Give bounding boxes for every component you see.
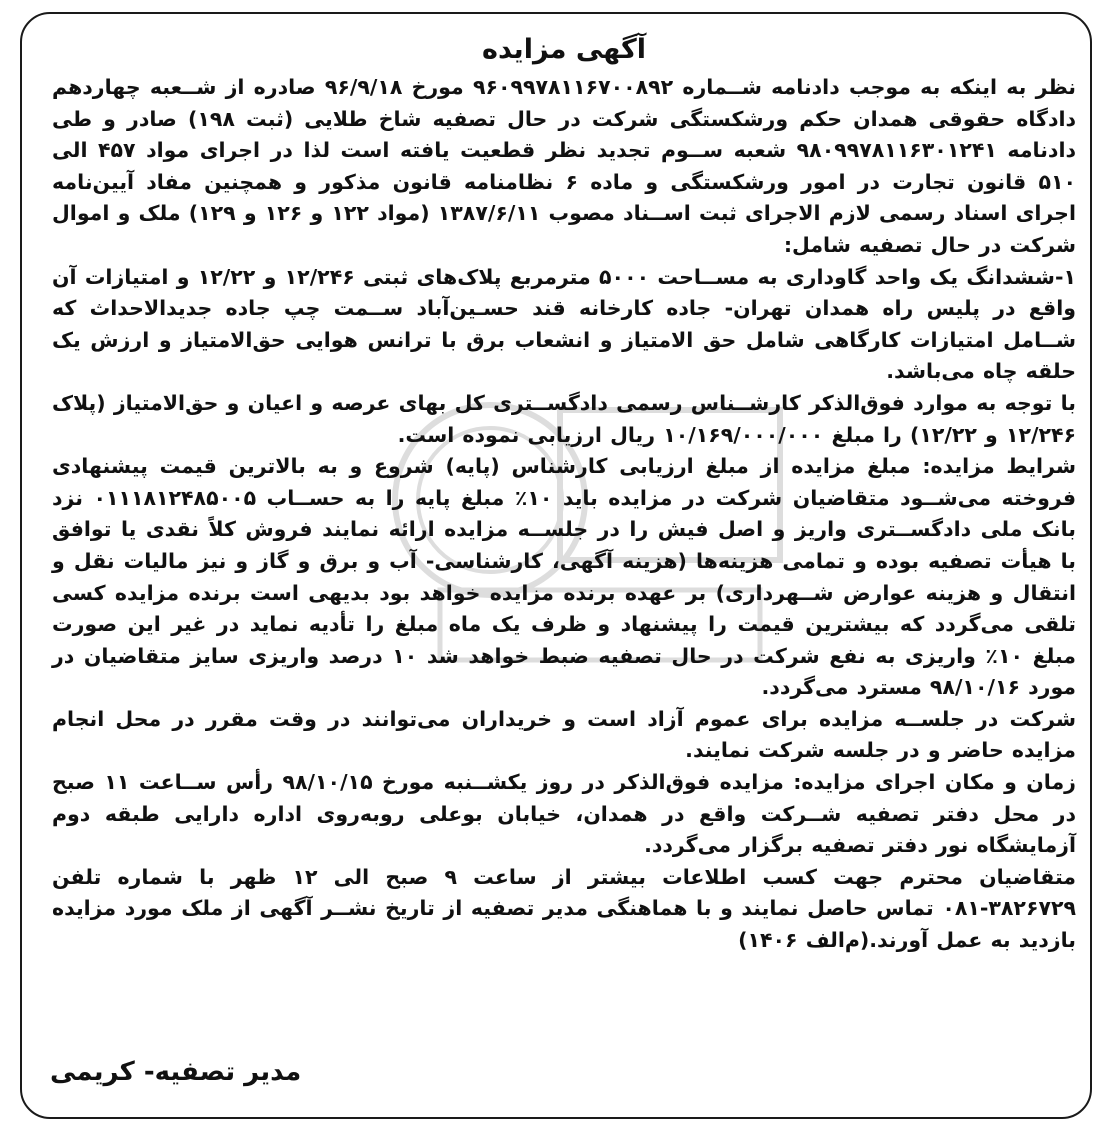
conditions-paragraph: شرایط مزایده: مبلغ مزایده از مبلغ ارزیابی کارشناس (پایه) شروع و به بالاترین قیمت پیشنهادی فروخته می‌شــود متقاضیان شرکت در مزایده باید ۱۰٪ مبلغ پایه را به حســاب ۰۱۱۱۸۱۲۴۸۵۰۰۵ نزد بانک ملی دادگســتری واریز و اصل فیش را در جلســه مزایده ارائه نمایند فروش کلاً نقدی یا توافق با هیأت تصفیه بوده و تمامی هزینه‌ها (هزینه آگهی، کارشناسی- آب و برق و گاز و نیز مالیات نقل و انتقال و هزینه عوارض شــهرداری) بر عهده برنده مزایده خواهد بود بدیهی است برنده مزایده کسی تلقی می‌گردد که بیشترین قیمت را پیشنهاد و ظرف یک ماه مبلغ را تأدیه نماید در غیر این صورت مبلغ ۱۰٪ واریزی به نفع شرکت در حال تصفیه ضبط خواهد شد ۱۰ درصد واریزی سایز متقاضیان در مورد ۹۸/۱۰/۱۶ مسترد می‌گردد. — [52, 454, 1077, 700]
time-place-paragraph: زمان و مکان اجرای مزایده: مزایده فوق‌الذکر در روز یکشــنبه مورخ ۹۸/۱۰/۱۵ رأس ســاعت ۱۱ صبح در محل دفتر تصفیه شــرکت واقع در همدان، خیابان بوعلی روبه‌روی اداره دارایی طبقه دوم آزمایشگاه نور دفتر تصفیه برگزار می‌گردد. — [52, 770, 1076, 858]
intro-paragraph: نظر به اینکه به موجب دادنامه شــماره ۹۶۰۹۹۷۸۱۱۶۷۰۰۸۹۲ مورخ ۹۶/۹/۱۸ صادره از شــعبه چهاردهم دادگاه حقوقی همدان حکم ورشکستگی شرکت در حال تصفیه شاخ طلایی (ثبت ۱۹۸) صادر و طی دادنامه ۹۸۰۹۹۷۸۱۱۶۳۰۱۲۴۱ شعبه ســوم تجدید نظر قطعیت یافته است لذا در اجرای مواد ۴۵۷ الی ۵۱۰ قانون تجارت در امور ورشکستگی و ماده ۶ نظامنامه قانون مذکور و همچنین مفاد آیین‌نامه اجرای اسناد رسمی لازم الاجرای ثبت اســناد مصوب ۱۳۸۷/۶/۱۱ (مواد ۱۲۲ و ۱۲۶ و ۱۲۹) ملک و اموال شرکت در حال تصفیه شامل: — [52, 75, 1077, 257]
notice-body — [52, 30, 1076, 957]
contact-paragraph: متقاضیان محترم جهت کسب اطلاعات بیشتر از ساعت ۹ صبح الی ۱۲ ظهر با شماره تلفن ۳۸۲۶۷۲۹-۰۸۱ تماس حاصل نمایند و با هماهنگی مدیر تصفیه از تاریخ نشــر آگهی از ملک مورد مزایده بازدید به عمل آورند.(م‌الف ۱۴۰۶) — [52, 864, 1077, 953]
notice-title: آگهی مزایده — [482, 34, 646, 65]
participation-paragraph: شرکت در جلســه مزایده برای عموم آزاد است و خریداران می‌توانند در وقت مقرر در محل انجام مزایده حاضر و در جلسه شرکت نمایند. — [52, 706, 1076, 763]
appraisal-paragraph: با توجه به موارد فوق‌الذکر کارشــناس رسمی دادگســتری کل بهای عرصه و اعیان و حق‌الامتیاز (پلاک ۱۲/۲۴۶ و ۱۲/۲۲) را مبلغ ۱۰/۱۶۹/۰۰۰/۰۰۰ ریال ارزیابی نموده است. — [52, 390, 1076, 447]
property-paragraph: ۱-ششدانگ یک واحد گاوداری به مســاحت ۵۰۰۰ مترمربع پلاک‌های ثبتی ۱۲/۲۴۶ و ۱۲/۲۲ و امتیازات آن واقع در پلیس راه همدان تهران- جاده کارخانه قند حسـین‌آباد ســمت چپ جاده جدیدالاحداث که شــامل امتیازات کارگاهی شامل حق الامتیاز و انشعاب برق با ترانس هوایی حق‌الامتیاز و ارزش یک حلقه چاه می‌باشد. — [52, 264, 1076, 384]
signature-line: مدیر تصفیه- کریمی — [50, 1057, 302, 1087]
